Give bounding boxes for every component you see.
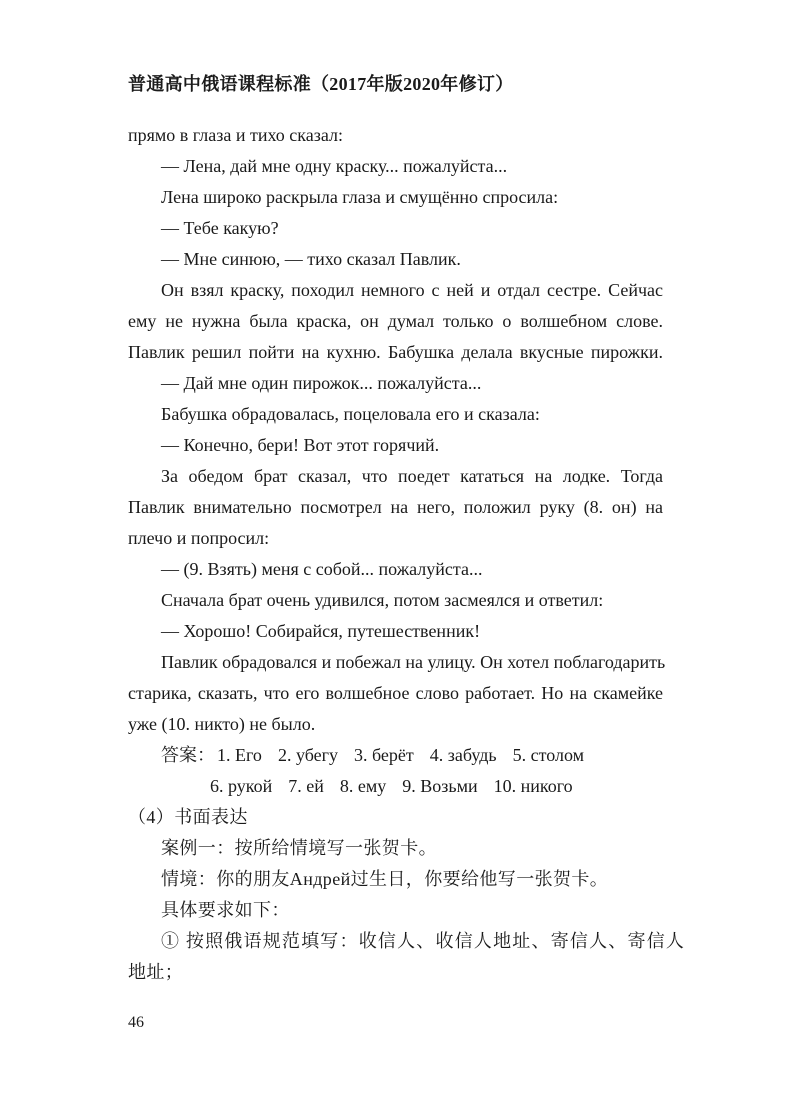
text-line: ему не нужна была краска, он думал только о волшебном слове. [128, 311, 663, 331]
text-line: — (9. Взять) меня с собой... пожалуйста... [161, 559, 483, 579]
text-line: — Хорошо! Собирайся, путешественник! [161, 621, 481, 641]
text-line: Лена широко раскрыла глаза и смущённо спросила: [161, 187, 559, 207]
text-line: Бабушка обрадовалась, поцеловала его и сказала: [161, 404, 540, 424]
answer-label: 答案： [161, 745, 215, 765]
answer-item: 2. убегу [277, 745, 338, 765]
page-body [128, 120, 686, 988]
text-line: Павлик обрадовался и побежал на улицу. Он хотел поблагодарить [161, 652, 666, 672]
answer-row-1 [128, 740, 663, 771]
text-line: плечо и попросил: [128, 528, 270, 548]
text-line: Павлик внимательно посмотрел на него, положил руку (8. он) на [128, 497, 663, 517]
answer-row-2 [128, 771, 663, 802]
answer-item: 6. рукой [210, 776, 273, 796]
text-line: Павлик решил пойти на кухню. Бабушка делала вкусные пирожки. [128, 342, 663, 362]
answer-item: 7. ей [288, 776, 324, 796]
case-title: 案例一：按所给情境写一张贺卡。 [161, 838, 437, 858]
page-number: 46 [128, 1014, 144, 1031]
running-head: 普通高中俄语课程标准（2017年版2020年修订） [128, 74, 514, 94]
answer-item: 4. забудь [429, 745, 497, 765]
text-line: уже (10. никто) не было. [128, 714, 316, 734]
answer-item: 9. Возьми [402, 776, 478, 796]
text-line: Сначала брат очень удивился, потом засмеялся и ответил: [161, 590, 604, 610]
text-line: — Дай мне один пирожок... пожалуйста... [161, 373, 482, 393]
section-heading: （4）书面表达 [128, 807, 248, 827]
answer-item: 8. ему [339, 776, 387, 796]
text-line: старика, сказать, что его волшебное слово работает. Но на скамейке [128, 683, 663, 703]
answer-item: 5. столом [512, 745, 584, 765]
text-line: — Мне синюю, — тихо сказал Павлик. [161, 249, 461, 269]
answer-item: 3. берёт [354, 745, 414, 765]
text-line: прямо в глаза и тихо сказал: [128, 125, 343, 145]
answer-item: 10. никого [493, 776, 573, 796]
text-line: — Лена, дай мне одну краску... пожалуйста... [161, 156, 508, 176]
requirement-item: ① 按照俄语规范填写：收信人、收信人地址、寄信人、寄信人 [161, 931, 686, 951]
requirements-intro: 具体要求如下： [161, 900, 290, 920]
requirement-item-continued: 地址； [128, 962, 184, 982]
text-line: Он взял краску, походил немного с ней и отдал сестре. Сейчас [161, 280, 663, 300]
answer-item: 1. Его [217, 745, 262, 765]
text-line: За обедом брат сказал, что поедет кататься на лодке. Тогда [161, 466, 663, 486]
text-line: — Тебе какую? [161, 218, 279, 238]
situation-text: 情境：你的朋友Андрей过生日，你要给他写一张贺卡。 [161, 869, 609, 889]
text-line: — Конечно, бери! Вот этот горячий. [161, 435, 440, 455]
